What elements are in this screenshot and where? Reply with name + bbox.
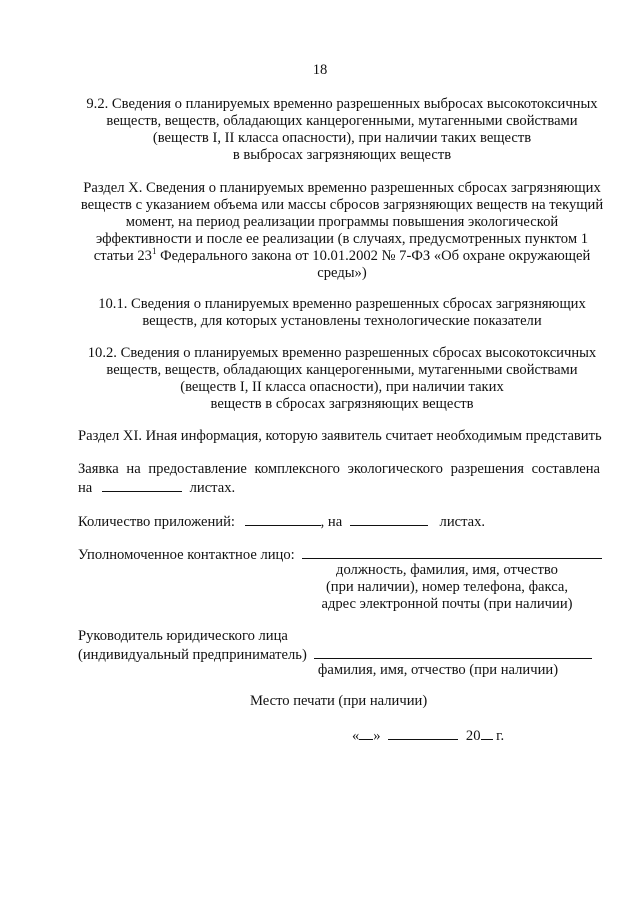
year-prefix: 20 — [465, 728, 481, 744]
contact-label: Уполномоченное контактное лицо: — [78, 547, 295, 563]
date-close-quote: » — [373, 728, 381, 744]
heading-line: веществ, для которых установлены технологические показатели — [142, 313, 542, 329]
section-10-2-heading — [76, 345, 608, 413]
section-xi-heading: Раздел XI. Иная информация, которую заявитель считает необходимым представить — [78, 428, 602, 444]
attachments-row — [78, 512, 485, 531]
application-statement: Заявка на предоставление комплексного экологического разрешения составлена — [78, 461, 600, 477]
attachments-count-field[interactable] — [245, 512, 321, 526]
section-x-heading — [76, 180, 608, 282]
heading-line — [76, 248, 608, 265]
heading-line: Раздел X. Сведения о планируемых временно разрешенных сбросах загрязняющих — [83, 180, 601, 196]
contact-caption — [300, 562, 594, 613]
application-sheets-label: листах. — [189, 480, 236, 496]
attachments-sheets-field[interactable] — [350, 512, 428, 526]
attachments-na-label: , на — [320, 514, 343, 530]
head-caption: фамилия, имя, отчество (при наличии) — [317, 662, 559, 678]
heading-line: (веществ I, II класса опасности), при наличии таких — [180, 379, 504, 395]
sheet-count-field[interactable] — [102, 478, 182, 492]
heading-line: момент, на период реализации программы повышения экологической — [125, 214, 559, 230]
application-na-label: на — [78, 480, 93, 496]
heading-line: 10.1. Сведения о планируемых временно разрешенных сбросах загрязняющих — [98, 296, 586, 312]
year-field[interactable] — [481, 726, 493, 740]
caption-line: должность, фамилия, имя, отчество — [336, 562, 558, 578]
heading-line: веществ, веществ, обладающих канцерогенными, мутагенными свойствами — [106, 362, 578, 378]
heading-line: 9.2. Сведения о планируемых временно разрешенных выбросах высокотоксичных — [86, 96, 598, 112]
law-superscript: 1 — [151, 246, 157, 257]
year-suffix: г. — [496, 728, 505, 744]
caption-line: (при наличии), номер телефона, факса, — [325, 579, 569, 595]
heading-line: веществ, веществ, обладающих канцерогенными, мутагенными свойствами — [106, 113, 578, 129]
page-number: 18 — [312, 62, 328, 78]
contact-person-field[interactable] — [302, 545, 602, 559]
heading-line: веществ в сбросах загрязняющих веществ — [210, 396, 474, 412]
date-row — [352, 726, 504, 745]
month-field[interactable] — [388, 726, 458, 740]
day-field[interactable] — [359, 726, 373, 740]
stamp-place-label: Место печати (при наличии) — [250, 693, 428, 709]
heading-line: 10.2. Сведения о планируемых временно разрешенных сбросах высокотоксичных — [87, 345, 597, 361]
section-9-2-heading — [76, 96, 608, 164]
head-signature-field[interactable] — [314, 645, 592, 659]
caption-line: адрес электронной почты (при наличии) — [321, 596, 573, 612]
heading-line: (веществ I, II класса опасности), при наличии таких веществ — [152, 130, 532, 146]
application-sheets-row — [78, 478, 235, 497]
head-label-line2: (индивидуальный предприниматель) — [78, 647, 307, 663]
heading-line: в выбросах загрязняющих веществ — [232, 147, 452, 163]
law-reference-suffix: Федерального закона от 10.01.2002 № 7-ФЗ «Об охране окружающей — [156, 248, 591, 264]
date-open-quote: « — [352, 728, 360, 744]
heading-line: веществ с указанием объема или массы сбросов загрязняющих веществ на текущий — [80, 197, 604, 213]
head-label-line1: Руководитель юридического лица — [78, 628, 288, 644]
heading-line: эффективности и после ее реализации (в случаях, предусмотренных пунктом 1 — [95, 231, 589, 247]
law-reference-prefix: статьи 23 — [93, 248, 152, 264]
attachments-sheets-label: листах. — [439, 514, 486, 530]
section-10-1-heading — [76, 296, 608, 330]
heading-line: среды») — [317, 265, 367, 281]
attachments-label: Количество приложений: — [78, 514, 235, 530]
